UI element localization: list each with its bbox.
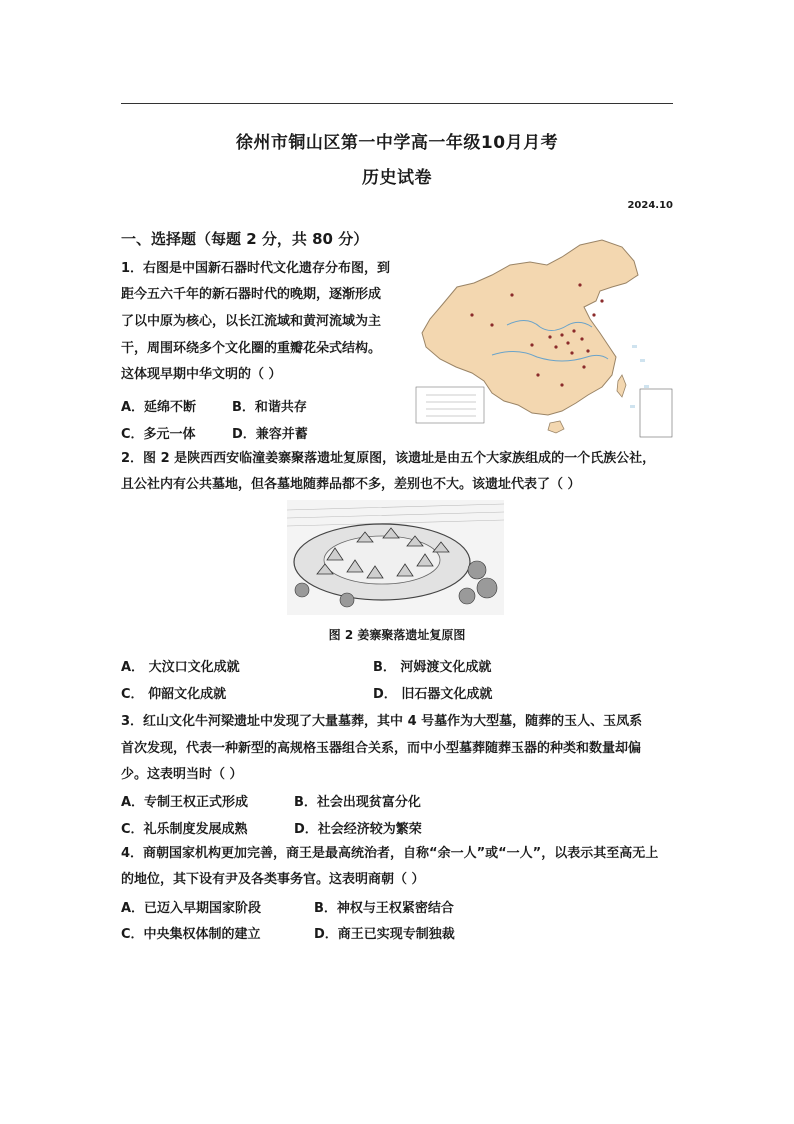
jiangzhai-sketch-figure [287, 500, 504, 615]
south-china-sea-inset [640, 389, 672, 437]
tree [468, 561, 486, 579]
sea-marker [632, 345, 637, 348]
q4-option-b[interactable]: B．神权与王权紧密结合 [314, 901, 454, 916]
site-dot [490, 323, 493, 326]
q1-line-3: 了以中原为核心，以长江流域和黄河流域为主 [121, 314, 382, 329]
q4-option-a[interactable]: A．已迈入早期国家阶段 [121, 901, 262, 916]
site-dot [570, 351, 573, 354]
site-dot [560, 383, 563, 386]
site-dot [554, 345, 557, 348]
site-dot [572, 329, 575, 332]
exam-date: 2024.10 [627, 200, 673, 211]
site-dot [600, 299, 603, 302]
taiwan-island [617, 375, 626, 397]
tree [295, 583, 309, 597]
map-legend-box [416, 387, 484, 423]
q3-option-d[interactable]: D．社会经济较为繁荣 [294, 822, 422, 837]
tree [459, 588, 475, 604]
site-dot [582, 365, 585, 368]
site-dot [548, 335, 551, 338]
site-dot [578, 283, 581, 286]
site-dot [470, 313, 473, 316]
site-dot [536, 373, 539, 376]
site-dot [586, 349, 589, 352]
q3-option-a[interactable]: A．专制王权正式形成 [121, 795, 249, 810]
q2-option-a[interactable]: A． 大汶口文化成就 [121, 660, 240, 675]
site-dot [592, 313, 595, 316]
site-dot [566, 341, 569, 344]
header-rule [121, 103, 673, 104]
site-dot [560, 333, 563, 336]
q1-line-2: 距今五六千年的新石器时代的晚期，逐渐形成 [121, 287, 382, 302]
q2-option-d[interactable]: D． 旧石器文化成就 [373, 687, 493, 702]
q1-option-a[interactable]: A．延绵不断 [121, 400, 197, 415]
sea-marker [630, 405, 635, 408]
q1-option-b[interactable]: B．和谐共存 [232, 400, 307, 415]
q4-line-2: 的地位，其下设有尹及各类事务官。这表明商朝（ ） [121, 872, 425, 887]
q4-option-c[interactable]: C．中央集权体制的建立 [121, 927, 261, 942]
q1-line-4: 干，周围环绕多个文化圈的重瓣花朵式结构。 [121, 341, 382, 356]
exam-subtitle: 历史试卷 [362, 168, 432, 188]
q2-line-1: 2．图 2 是陕西西安临潼姜寨聚落遗址复原图，该遗址是由五个大家族组成的一个氏族公社， [121, 451, 656, 466]
q2-figure-caption: 图 2 姜寨聚落遗址复原图 [328, 628, 466, 642]
exam-title: 徐州市铜山区第一中学高一年级10月月考 [235, 133, 559, 153]
tree [477, 578, 497, 598]
site-dot [580, 337, 583, 340]
q1-option-c[interactable]: C．多元一体 [121, 427, 196, 442]
site-dot [510, 293, 513, 296]
section-title: 一、选择题（每题 2 分，共 80 分） [121, 230, 369, 248]
q3-line-2: 首次发现，代表一种新型的高规格玉器组合关系，而中小型墓葬随葬玉器的种类和数量却偏 [121, 741, 642, 756]
hainan-island [548, 421, 564, 433]
q3-option-b[interactable]: B．社会出现贫富分化 [294, 795, 421, 810]
q2-line-2: 且公社内有公共墓地，但各墓地随葬品都不多，差别也不大。该遗址代表了（ ） [121, 477, 581, 492]
sea-marker [640, 359, 645, 362]
q2-option-c[interactable]: C． 仰韶文化成就 [121, 687, 227, 702]
q1-option-d[interactable]: D．兼容并蓄 [232, 427, 308, 442]
q2-option-b[interactable]: B． 河姆渡文化成就 [373, 660, 492, 675]
q3-option-c[interactable]: C．礼乐制度发展成熟 [121, 822, 248, 837]
china-map-figure [412, 235, 674, 440]
q1-line-1: 1．右图是中国新石器时代文化遗存分布图，到 [121, 261, 391, 276]
tree [340, 593, 354, 607]
sea-marker [644, 385, 649, 388]
q4-option-d[interactable]: D．商王已实现专制独裁 [314, 927, 455, 942]
q4-line-1: 4．商朝国家机构更加完善，商王是最高统治者，自称“余一人”或“一人”，以表示其至高无上 [121, 846, 659, 861]
site-dot [530, 343, 533, 346]
q1-line-5: 这体现早期中华文明的（ ） [121, 367, 282, 382]
q3-line-3: 少。这表明当时（ ） [121, 767, 243, 782]
jiangzhai-settlement-illustration [287, 500, 504, 615]
q3-line-1: 3．红山文化牛河梁遗址中发现了大量墓葬，其中 4 号墓作为大型墓，随葬的玉人、玉凤系 [121, 714, 643, 729]
china-map-illustration [412, 235, 674, 440]
